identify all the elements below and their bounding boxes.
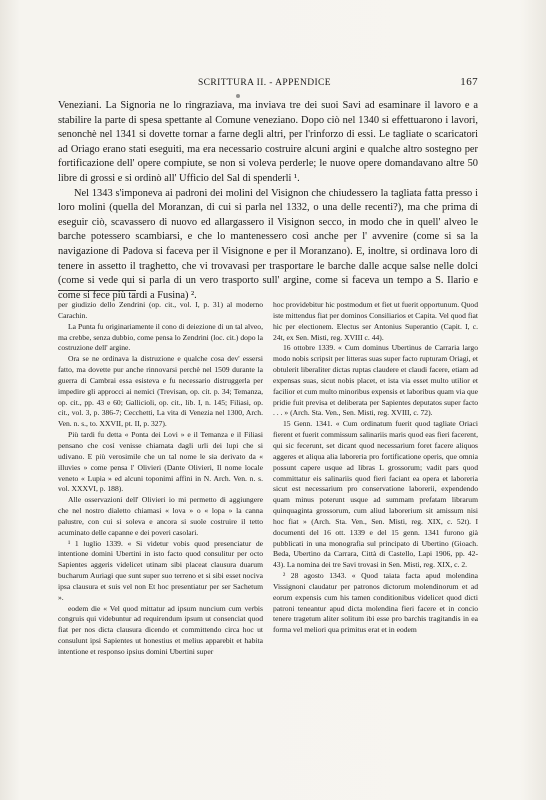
footnote-paragraph: 16 ottobre 1339. « Cum dominus Ubertinus de Carraria largo modo nobis scripsit per litteras suas super facto rupturam Oriagi, et obtulerit liberaliter dictas ruptas claudere et claudi facere, etiam ad expensas suas, sicut nobis placet, et ista via esset multo utilior et facilior et cum multo minoribus expensis et laboribus quam via que pridie fuit previsa et deliberata per Sapientes deputatos super facto . . . » (Arch. Sta. Ven., Sen. Misti, reg. XVIII, c. 72). <box>273 343 478 418</box>
page-number: 167 <box>460 76 478 88</box>
main-paragraph: Nel 1343 s'imponeva ai padroni dei molini del Visignon che chiudessero la tagliata fatta presso i loro molini (quella del Moranzan, di cui si parla nel 1332, o una delle recenti?), ma che prima di eseguir ciò, scavassero di nuovo ed allargassero il Visignon secco, in modo che in quell' alveo le barche potessero scambiarsi, e che lo mantenessero così anche per l' avvenire (come si sa la navigazione di Padova si faceva per il Visignone e per il Moranzano). E, inoltre, si ordinava loro di tenere in assetto il traghetto, che vi trovavasi per trasportare le barche dalle acque salse nelle dolci (come si vede qui si parla di un vero trasporto sull' argine, come si faceva un tempo a S. Ilario e come si fece più tardi a Fusina) ². <box>58 187 478 301</box>
footnote-paragraph: Ora se ne ordinava la distruzione e qualche cosa dev' essersi fatto, ma dovette pur anche rinnovarsi perchè nel 1509 durante la guerra di Cambrai essa esisteva e fu necessario distruggerla per impedire gli approcci ai nemici (Trevisan, op. cit. p. 34; Temanza, op. cit., pp. 43 e 60; Gallicioli, op. cit., lib. I, n. 145; Filiasi, op. cit., vol. 3, p. 386-7; Cecchetti, La vita di Venezia nel 1300, Arch. Ven. n. s., to. XXVII, pt. II, p. 327). <box>58 354 263 429</box>
footnote-paragraph: Più tardi fu detta « Ponta dei Lovi » e il Temanza e il Filiasi pensano che così venisse chiamata dagli urli dei lupi che si udivano. E più verosimile che un tal nome le sia derivato da « illuvies » come pensa l' Olivieri (Dante Olivieri, Il nome locale veneto « Lupia » ed alcuni toponimi affini in N. Arch. Ven. n. s. vol. XXXVI, p. 188). <box>58 430 263 494</box>
page-header <box>58 76 478 88</box>
footnote-paragraph: La Punta fu originariamente il cono di deiezione di un tal alveo, ma crebbe, senza dubbio, come pensa lo Zendrini (loc. cit.) dopo la costruzione dell' argine. <box>58 321 263 353</box>
footnote-divider <box>58 290 136 291</box>
paper-speck <box>236 94 240 98</box>
footnote-paragraph: eodem die « Vel quod mittatur ad ipsum nuncium cum verbis congruis qui videbuntur ad requirendum ipsum ut consenciat quod fiat per nos dicta clausura dicendo et committendo circa hoc ut consulunt ipsi Sapientes ut honestius et melius apparebit et habita intentione et responso ipsius domini Ubertini super <box>58 603 263 656</box>
footnote-paragraph: Alle osservazioni dell' Olivieri io mi permetto di aggiungere che nel nostro dialetto chiamasi « lova » o « lopa » la canna palustre, con cui si soleva e ancora si suole costruire il tetto acuminato delle capanne e dei poveri casolari. <box>58 495 263 537</box>
main-paragraph: Veneziani. La Signoria ne lo ringraziava, ma inviava tre dei suoi Savi ad esaminare il lavoro e a stabilire la parte di spesa spettante al Comune veneziano. Dopo ciò nel 1340 si effettuarono i lavori, senonchè nel 1341 si dovette tornar a farne degli altri, per l'rinforzo di essi. Le tagliate o scaricatori ad Oriago erano stati eseguiti, ma era necessario costruire alcuni argini e qualche altro sostegno per fortificazione dell' opere compiute, se non si voleva perderle; le nuove opere domandavano altre 50 libre di grossi e si ordinò all' Ufficio del Sal di spenderli ¹. <box>58 100 478 184</box>
footnote-paragraph: 15 Genn. 1341. « Cum ordinatum fuerit quod tagliate Oriaci fierent et fuerit commissum salinariis maris quod eas fieri facerent, qui sic fecerunt, set dicant quod necessarium foret facere aliquos aggeres et aliqua alia laboreria pro fortificatione operis, que omnia possunt capere usque ad libras L grossorum; vadit pars quod committatur eis salinariis quod fieri faciant ea opera et laboreria sicut est necessarium pro conservatione laborerii, expendendo quam minus poterunt usque ad summam prefatam librarum quinquaginta grossorum, cum aliud laborerium sit amissum nisi hoc fiat » (Arch. Sta. Ven., Sen. Misti, reg. XIX, c. 52t). I documenti del 16 ott. 1339 e del 15 genn. 1341 furono già pubblicati in una monografia sul principato di Ubertino (Gioach. Beda, Ubertino da Carrara, Città di Castello, Lapi 1906, pp. 42-43). La nomina dei tre Savi trovasi in Sen. Misti, reg. XIX, c. 2. <box>273 419 478 570</box>
footnotes <box>58 300 478 658</box>
main-text <box>58 99 478 303</box>
footnote-paragraph: hoc providebitur hic postmodum et fiet ut fuerit opportunum. Quod iste mittendus fiat per dominos Consiliarios et Capita. Vel quod fiat hic per electionem. Electus ser Antonius Superantio (Capit. I, c. 24t, ex Sen. Misti, reg. XVIII c. 44). <box>273 300 478 342</box>
footnote-column-right <box>273 300 478 658</box>
footnote-paragraph: ² 28 agosto 1343. « Quod taiata facta apud molendina Vissignoni claudatur per patronos dictorum molendinorum et ad eorum expensis cum his tamen conditionibus videlicet quod dicti patroni teneantur apud dicta molendina fieri facere et in concio tenere tragetum aliter solitum ibi esse pro barchis tragitandis in ea forma vel meliori qua primitus erat et in eodem <box>273 571 478 635</box>
footnote-paragraph: per giudizio dello Zendrini (op. cit., vol. I, p. 31) al moderno Carachin. <box>58 300 263 320</box>
footnote-column-left <box>58 300 263 658</box>
footnote-paragraph: ¹ 1 luglio 1339. « Si videtur vobis quod presenciatur de intentione domini Ubertini in isto facto quod consulitur per octo Sapientes aggeris videlicet utinam sibi placeat clausura duarum bucharum Auriagi que sunt super suo terreno et si sibi esset nociva ipsa clausura et suis vel non Et hoc presentiatur per ser Sachetum ». <box>58 538 263 602</box>
running-title: SCRITTURA II. - APPENDICE <box>198 78 331 88</box>
